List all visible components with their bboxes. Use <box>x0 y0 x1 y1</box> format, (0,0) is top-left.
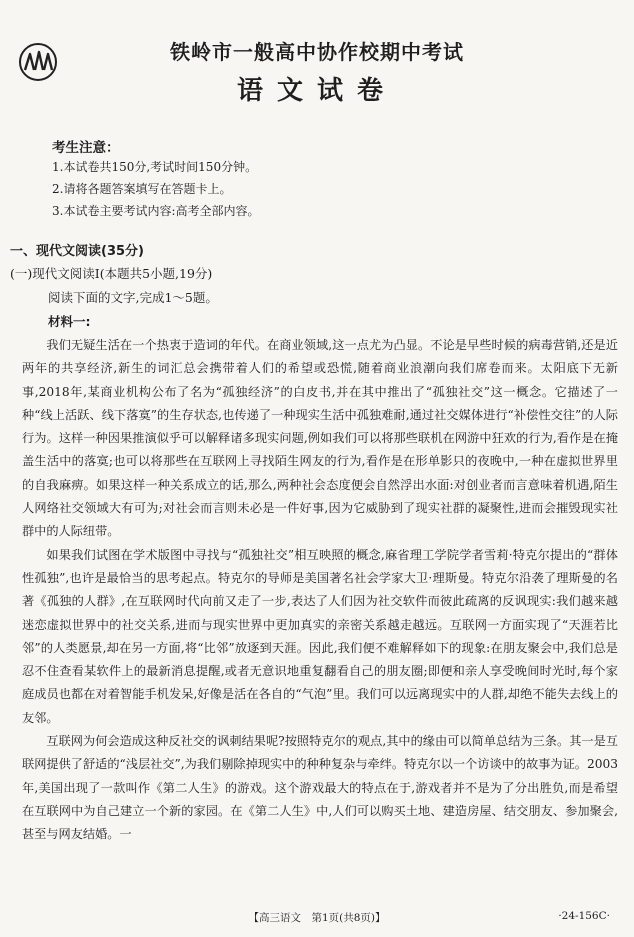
reading-instruction: 阅读下面的文字,完成1～5题。 <box>48 290 218 305</box>
notice-heading: 考生注意： <box>52 140 120 156</box>
subsection-heading: (一)现代文阅读Ⅰ(本题共5小题,19分) <box>10 266 213 281</box>
page-number-label: 【高三语文 第1页(共8页)】 <box>248 912 386 924</box>
passage-paragraph: 如果我们试图在学术版图中寻找与“孤独社交”相互映照的概念,麻省理工学院学者雪莉·特克尔提出的“群体性孤独”,也许是最恰当的思考起点。特克尔的导师是美国著名社会学家大卫·理斯曼。特克尔沿袭了理斯曼的名著《孤独的人群》,在互联网时代向前又走了一步,表达了人们因为社交软件而彼此疏离的反讽现实:我们越来越迷恋虚拟世界中的社交关系,进而与现实世界中更加真实的亲密关系越走越远。互联网一方面实现了“天涯若比邻”的人类愿景,却在另一方面,将“比邻”放逐到天涯。因此,我们便不难解释如下的现象:在朋友聚会中,我们总是忍不住查看某软件上的最新消息提醒,或者无意识地重复翻看自己的朋友圈;即便和亲人享受晚间时光时,每个家庭成员也都在对着智能手机发呆,好像是活在各自的“气泡”里。我们可以远离现实中的人群,却绝不能失去线上的友邻。 <box>22 547 618 725</box>
material-label: 材料一: <box>48 314 91 329</box>
passage-paragraph: 我们无疑生活在一个热衷于造词的年代。在商业领域,这一点尤为凸显。不论是早些时候的病毒营销,还是近两年的共享经济,新生的词汇总会携带着人们的希望或恐慌,随着商业浪潮向我们席卷而来。太阳底下无新事,2018年,某商业机构公布了名为“孤独经济”的白皮书,并在其中推出了“孤独社交”这一概念。它描述了一种“线上活跃、线下落寞”的生存状态,也传递了一种现实生活中孤独难耐,通过社交媒体进行“补偿性交往”的人际行为。这样一种因果推演似乎可以解释诸多现实问题,例如我们可以将那些联机在网游中狂欢的行为,看作是在掩盖生活中的落寞;也可以将那些在互联网上寻找陌生网友的行为,看作是在形单影只的夜晚中,一种在虚拟世界里的自我麻痹。如果这样一种关系成立的话,那么,两种社会态度便会自然浮出水面:对创业者而言意味着机遇,陌生人网络社交领域大有可为;对社会而言则未必是一件好事,因为它威胁到了现实社群的凝聚性,进而会摧毁现实社群中的人际纽带。 <box>22 338 618 539</box>
exam-title: 铁岭市一般高中协作校期中考试 <box>170 40 464 64</box>
notice-item: 2.请将各题答案填写在答题卡上。 <box>52 182 232 196</box>
notice-item: 3.本试卷主要考试内容:高考全部内容。 <box>52 204 260 218</box>
exam-code: ·24-156C· <box>558 910 610 922</box>
notice-item: 1.本试卷共150分,考试时间150分钟。 <box>52 160 258 174</box>
passage-paragraph: 互联网为何会造成这种反社交的讽刺结果呢?按照特克尔的观点,其中的缘由可以简单总结为三条。其一是互联网提供了舒适的“浅层社交”,为我们剔除掉现实中的种种复杂与牵绊。特克尔以一个访谈中的故事为证。2003年,美国出现了一款叫作《第二人生》的游戏。这个游戏最大的特点在于,游戏者并不是为了分出胜负,而是希望在互联网中为自己建立一个新的家园。在《第二人生》中,人们可以购买土地、建造房屋、结交朋友、参加聚会,甚至与网友结婚。一 <box>22 734 618 842</box>
reading-passage <box>22 334 618 847</box>
section-heading: 一、现代文阅读(35分) <box>10 244 144 259</box>
exam-subtitle: 语文试卷 <box>236 76 397 106</box>
